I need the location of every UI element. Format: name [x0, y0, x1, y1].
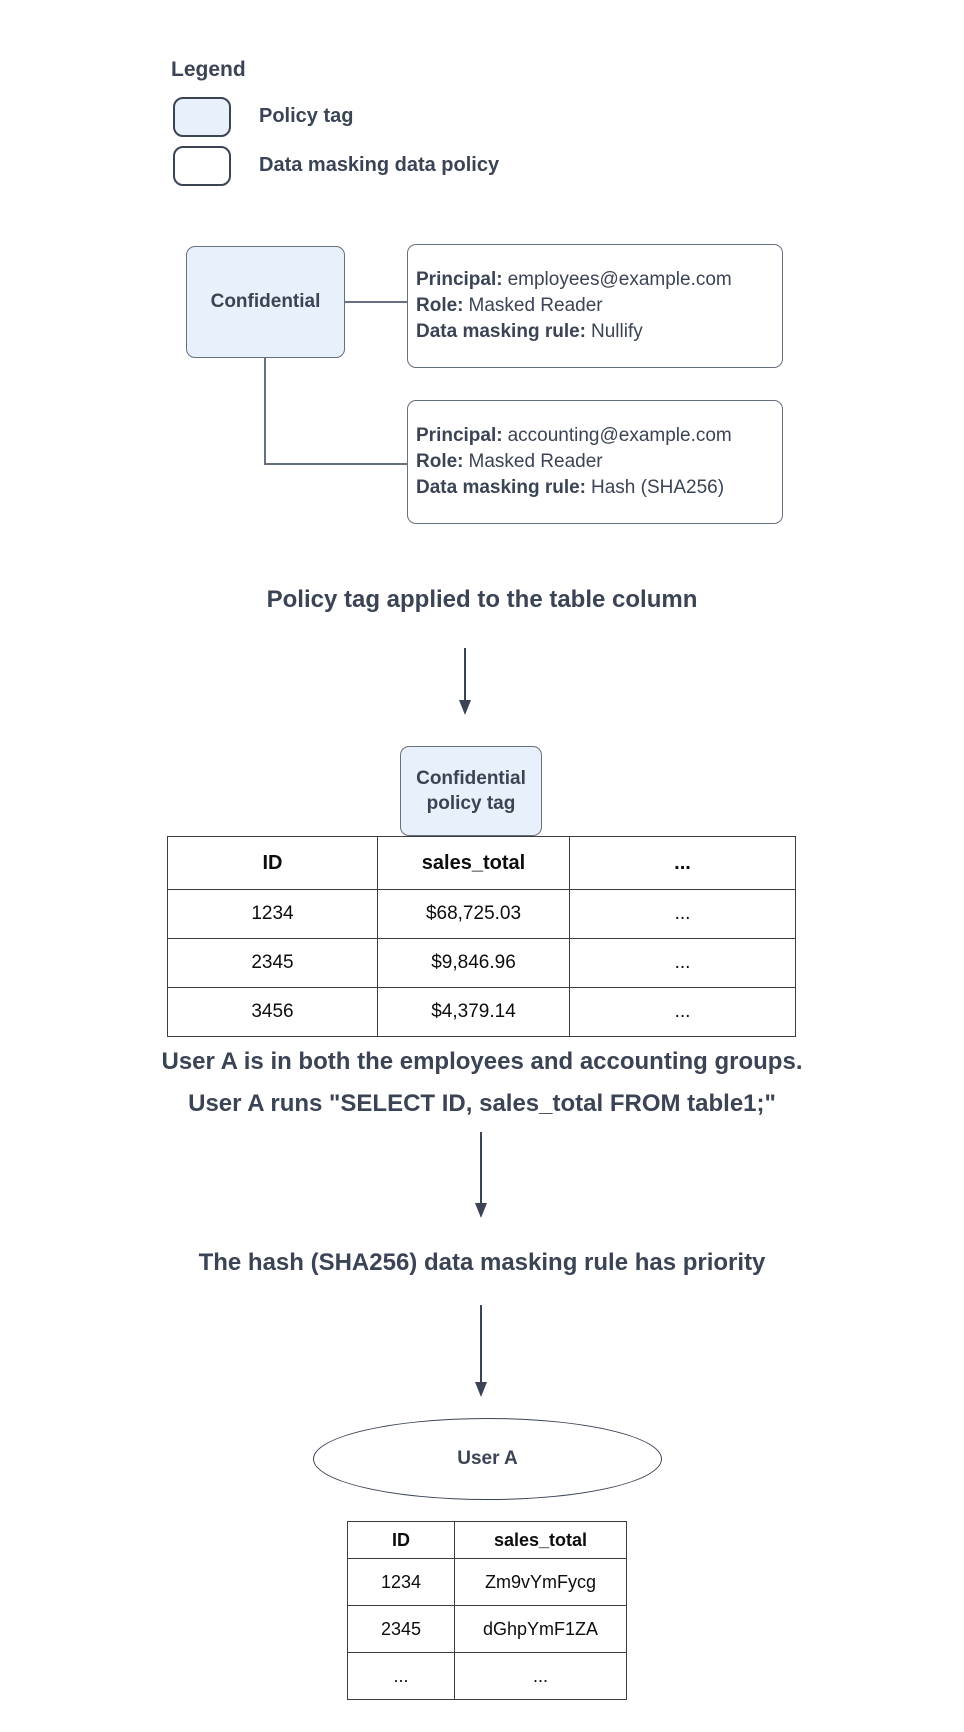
table-cell: ... [570, 890, 796, 939]
table-row [168, 890, 796, 939]
down-arrow-head-icon [459, 700, 471, 715]
table-cell: ... [455, 1653, 627, 1700]
table-cell: ... [348, 1653, 455, 1700]
table-cell: 1234 [348, 1559, 455, 1606]
heading-hash-priority: The hash (SHA256) data masking rule has priority [198, 1249, 766, 1276]
table-header-cell: ID [348, 1522, 455, 1559]
policy-tag-badge-confidential [400, 746, 542, 836]
policy-tag-node-confidential [186, 246, 345, 358]
user-a-node [313, 1418, 662, 1500]
policy-rule-line: Data masking rule: Nullify [416, 321, 643, 342]
table-row [348, 1559, 627, 1606]
heading-policy-tag-applied: Policy tag applied to the table column [266, 586, 698, 613]
table-row [348, 1653, 627, 1700]
data-policy-box-nullify [407, 244, 783, 368]
policy-role-line: Role: Masked Reader [416, 295, 603, 316]
down-arrow-head-icon [475, 1382, 487, 1397]
connector-confidential-drop [264, 358, 266, 464]
heading-user-groups-line1: User A is in both the employees and accounting groups. [161, 1048, 803, 1075]
table-cell: ... [570, 939, 796, 988]
result-table [347, 1521, 627, 1700]
table-header-cell: ID [168, 837, 378, 890]
heading-user-groups-line2: User A runs "SELECT ID, sales_total FROM table1;" [188, 1090, 776, 1117]
table-cell: 3456 [168, 988, 378, 1037]
table-header-row [168, 837, 796, 890]
data-policy-box-hash [407, 400, 783, 524]
table-row [348, 1606, 627, 1653]
down-arrow-icon [480, 1305, 482, 1384]
policy-principal-line: Principal: employees@example.com [416, 269, 732, 290]
table-cell: dGhpYmF1ZA [455, 1606, 627, 1653]
table-row [168, 988, 796, 1037]
connector-confidential-to-nullify [345, 301, 407, 303]
policy-principal-line: Principal: accounting@example.com [416, 425, 732, 446]
table-cell: Zm9vYmFycg [455, 1559, 627, 1606]
policy-role-line: Role: Masked Reader [416, 451, 603, 472]
legend-label-data-policy: Data masking data policy [259, 154, 500, 176]
down-arrow-head-icon [475, 1203, 487, 1218]
table-header-cell: ... [570, 837, 796, 890]
connector-confidential-to-hash [264, 463, 407, 465]
table-cell: $4,379.14 [378, 988, 570, 1037]
policy-rule-line: Data masking rule: Hash (SHA256) [416, 477, 725, 498]
table-row [168, 939, 796, 988]
policy-tag-node-label: Confidential [210, 291, 321, 312]
table-header-cell: sales_total [378, 837, 570, 890]
user-a-label: User A [457, 1448, 518, 1469]
table-header-cell: sales_total [455, 1522, 627, 1559]
data-policy-swatch-icon [173, 146, 231, 186]
table-header-row [348, 1522, 627, 1559]
source-table [167, 836, 796, 1037]
down-arrow-icon [464, 648, 466, 702]
policy-tag-swatch-icon [173, 97, 231, 137]
table-cell: ... [570, 988, 796, 1037]
legend-title: Legend [171, 58, 246, 81]
down-arrow-icon [480, 1132, 482, 1205]
table-cell: 2345 [168, 939, 378, 988]
badge-line2: policy tag [426, 793, 516, 814]
table-cell: 2345 [348, 1606, 455, 1653]
table-cell: 1234 [168, 890, 378, 939]
badge-line1: Confidential [416, 768, 526, 789]
table-cell: $9,846.96 [378, 939, 570, 988]
legend-label-policy-tag: Policy tag [259, 105, 354, 127]
table-cell: $68,725.03 [378, 890, 570, 939]
